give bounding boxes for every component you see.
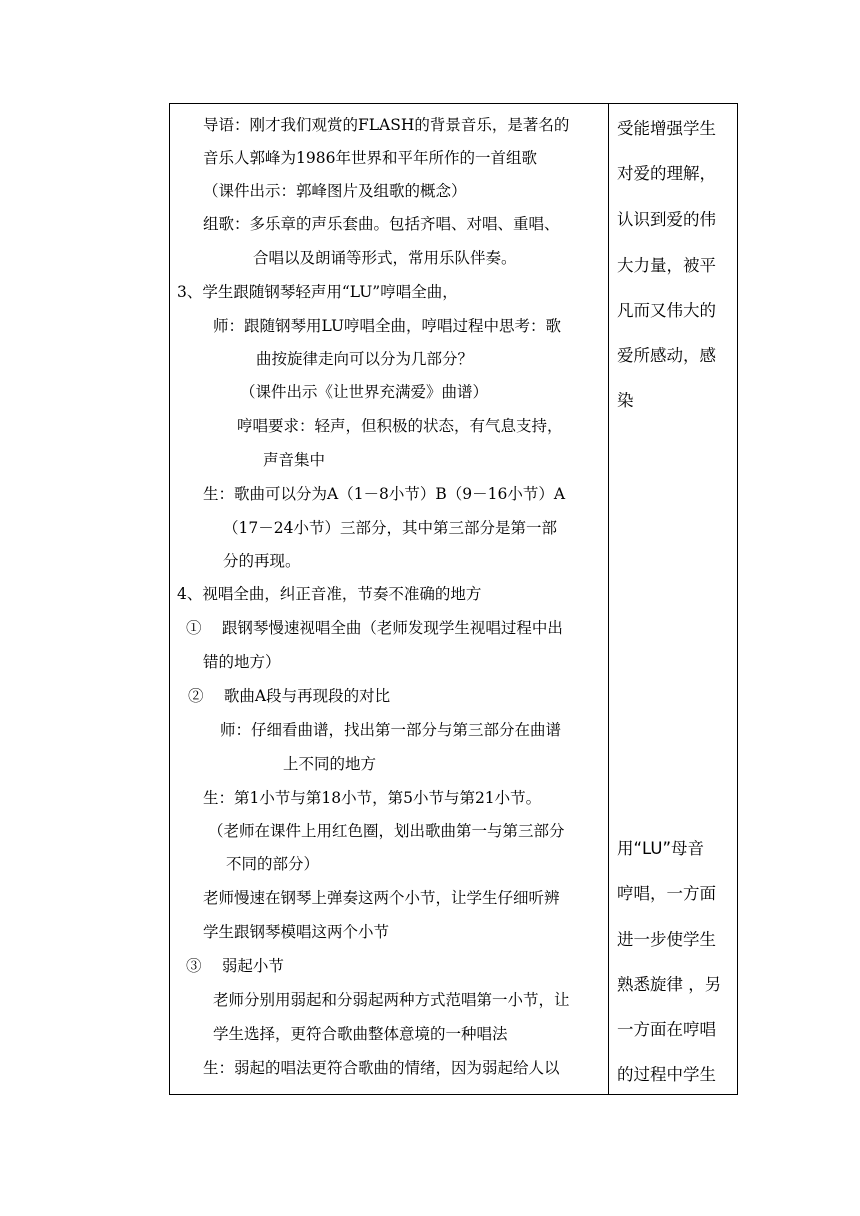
list-item: ② 歌曲A段与再现段的对比 (188, 687, 391, 705)
text-line: （17－24小节）三部分，其中第三部分是第一部 (223, 519, 557, 537)
text-line: 曲按旋律走向可以分为几部分？ (256, 350, 474, 368)
side-note-line: 认识到爱的伟 (617, 210, 716, 229)
text-line: 师：跟随钢琴用LU哼唱全曲，哼唱过程中思考：歌 (213, 317, 562, 335)
text-line: 生：歌曲可以分为A（1－8小节）B（9－16小节）A (203, 485, 566, 503)
list-item: ③ 弱起小节 (186, 957, 284, 975)
side-note-line: 大力量，被平 (617, 256, 716, 275)
text-line: （老师在课件上用红色圈，划出歌曲第一与第三部分 (208, 822, 565, 840)
side-note-line: 一方面在哼唱 (617, 1020, 716, 1039)
side-note-line: 熟悉旋律 ，另 (617, 975, 722, 994)
text-line: （课件出示《让世界充满爱》曲谱） (240, 383, 489, 401)
text-line: 合唱以及朗诵等形式，常用乐队伴奏。 (253, 249, 517, 267)
text-line: 哼唱要求：轻声，但积极的状态，有气息支持， (237, 417, 563, 435)
text-line: （课件出示：郭峰图片及组歌的概念） (203, 182, 467, 200)
text-line: 老师慢速在钢琴上弹奏这两个小节，让学生仔细听辨 (203, 889, 560, 907)
text-line: 师：仔细看曲谱，找出第一部分与第三部分在曲谱 (220, 721, 562, 739)
text-line: 学生选择，更符合歌曲整体意境的一种唱法 (213, 1025, 508, 1043)
list-item: ① 跟钢琴慢速视唱全曲（老师发现学生视唱过程中出 (186, 619, 563, 637)
text-line: 分的再现。 (223, 552, 301, 570)
text-line: 声音集中 (263, 451, 326, 469)
text-line: 生：第1小节与第18小节，第5小节与第21小节。 (203, 789, 542, 807)
text-line: 生：弱起的唱法更符合歌曲的情绪，因为弱起给人以 (203, 1059, 560, 1077)
side-note-line: 染 (617, 391, 634, 410)
text-line: 不同的部分） (226, 855, 320, 873)
section-heading: 3、学生跟随钢琴轻声用“LU”哼唱全曲， (177, 283, 458, 301)
side-note-line: 的过程中学生 (617, 1065, 716, 1084)
text-line: 组歌：多乐章的声乐套曲。包括齐唱、对唱、重唱、 (203, 215, 560, 233)
text-line: 音乐人郭峰为1986年世界和平年所作的一首组歌 (203, 149, 537, 167)
side-note-line: 爱所感动，感 (617, 346, 716, 365)
text-line: 学生跟钢琴模唱这两个小节 (203, 923, 390, 941)
side-note-line: 哼唱，一方面 (617, 884, 716, 903)
text-line: 导语：刚才我们观赏的FLASH的背景音乐，是著名的 (203, 116, 570, 134)
section-heading: 4、视唱全曲，纠正音准，节奏不准确的地方 (177, 585, 482, 603)
text-line: 错的地方） (203, 653, 281, 671)
side-note-line: 进一步使学生 (617, 930, 716, 949)
side-note-line: 受能增强学生 (617, 119, 716, 138)
text-line: 上不同的地方 (283, 755, 377, 773)
column-divider (608, 103, 609, 1095)
side-note-line: 凡而又伟大的 (617, 301, 716, 320)
side-note-line: 用“LU”母音 (617, 839, 705, 858)
side-note-line: 对爱的理解， (617, 164, 716, 183)
text-line: 老师分别用弱起和分弱起两种方式范唱第一小节，让 (213, 991, 570, 1009)
